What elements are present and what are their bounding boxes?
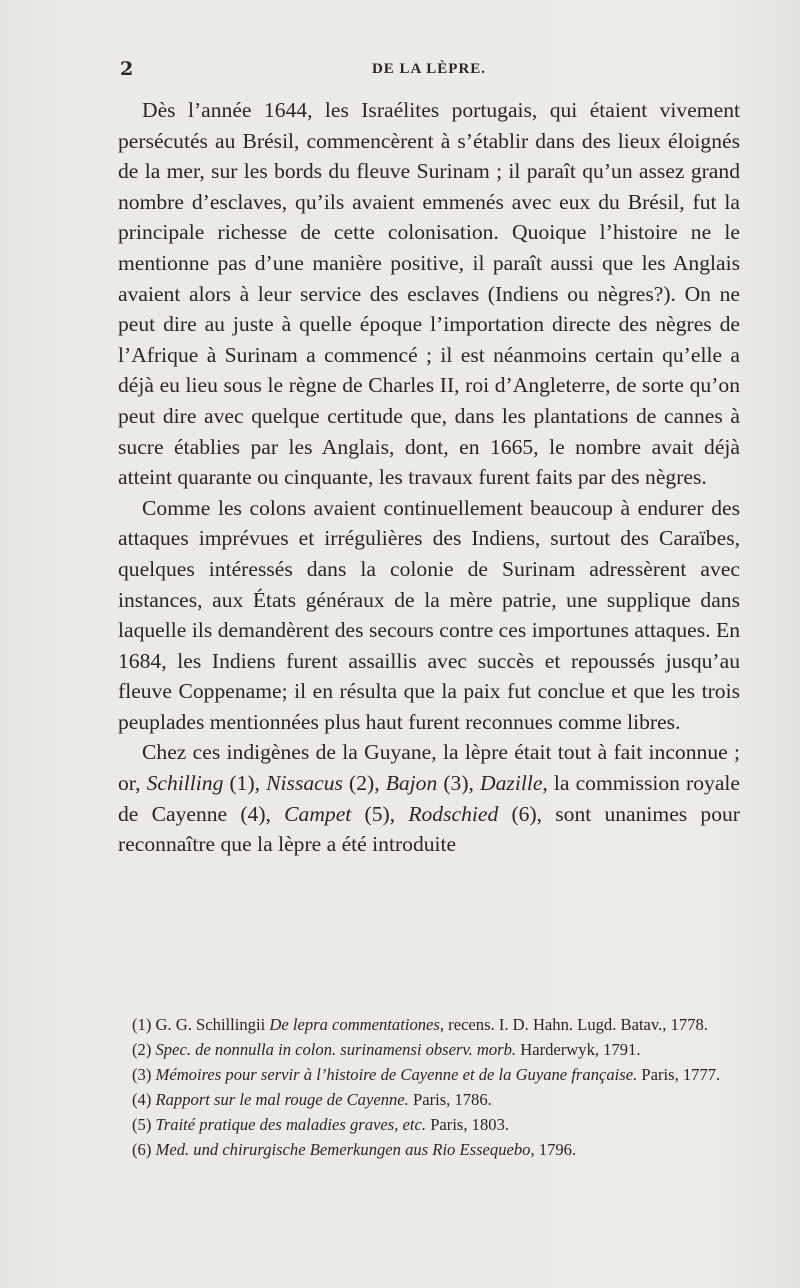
footnotes bbox=[118, 1012, 740, 1162]
paragraph-2: Comme les colons avaient continuellement beaucoup à endurer des attaques imprévues et irrégulières des Indiens, surtout des Caraïbes, quelques intéressés dans la colonie de Surinam adressèrent avec instances, aux États généraux de la mère patrie, une supplique dans laquelle ils demandèrent des secours contre ces importunes attaques. En 1684, les Indiens furent assaillis avec succès et repoussés jusqu’au fleuve Coppename; il en résulta que la paix fut conclue et que les trois peuplades mentionnées plus haut furent reconnues comme libres. bbox=[118, 495, 740, 734]
footnote-1-title: De lepra commentationes bbox=[269, 1015, 440, 1034]
author-nissacus: Nissacus bbox=[266, 771, 343, 796]
footnote-5-rest: Paris, 1803. bbox=[426, 1115, 510, 1134]
footnote-2-rest: Harderwyk, 1791. bbox=[516, 1040, 641, 1059]
paragraph-3-text-e: , la commission royale de Cayenne (4), bbox=[118, 771, 740, 826]
author-dazille: Dazille bbox=[480, 771, 543, 796]
footnote-1-rest: , recens. I. D. Hahn. Lugd. Batav., 1778. bbox=[439, 1015, 708, 1034]
footnote-6 bbox=[118, 1137, 740, 1162]
paragraph-3-text-b: (1), bbox=[223, 771, 267, 796]
footnote-4-prefix: (4) bbox=[132, 1090, 156, 1109]
paragraph-3-text-f: (5), bbox=[351, 801, 409, 826]
paragraph-3-text-g: (6), sont unanimes pour reconnaître que la lèpre a été introduite bbox=[118, 801, 741, 857]
body-text bbox=[118, 95, 740, 860]
footnote-6-prefix: (6) bbox=[132, 1140, 156, 1159]
footnote-2 bbox=[118, 1037, 740, 1062]
footnote-5-prefix: (5) bbox=[132, 1115, 156, 1134]
footnote-4-rest: Paris, 1786. bbox=[408, 1090, 492, 1109]
author-campet: Campet bbox=[284, 801, 352, 826]
footnote-6-title: Med. und chirurgische Bemerkungen aus Rio Essequebo bbox=[155, 1140, 531, 1159]
running-title: DE LA LÈPRE. bbox=[371, 61, 487, 77]
footnote-2-prefix: (2) bbox=[132, 1040, 156, 1059]
footnote-5-title: Traité pratique des maladies graves, etc. bbox=[155, 1115, 427, 1134]
footnote-1-prefix: (1) G. G. Schillingii bbox=[132, 1015, 270, 1034]
paragraph-1: Dès l’année 1644, les Israélites portugais, qui étaient vivement persécutés au Brésil, commencèrent à s’établir dans des lieux éloignés de la mer, sur les bords du fleuve Surinam ; il paraît qu’un assez grand nombre d’esclaves, qu’ils avaient emmenés avec eux du Brésil, fut la principale richesse de cette colonisation. Quoique l’histoire ne le mentionne pas d’une manière positive, il paraît aussi que les Anglais avaient alors à leur service des esclaves (Indiens ou nègres?). On ne peut dire au juste à quelle époque l’importation directe des nègres de l’Afrique à Surinam a commencé ; il est néanmoins certain qu’elle a déjà eu lieu sous le règne de Charles II, roi d’Angleterre, de sorte qu’on peut dire avec quelque certitude que, dans les plantations de cannes à sucre établies par les Anglais, dont, en 1665, le nombre avait déjà atteint quarante ou cinquante, les travaux furent faits par des nègres. bbox=[118, 98, 740, 490]
running-head bbox=[118, 58, 740, 88]
author-bajon: Bajon bbox=[385, 771, 438, 796]
footnote-6-rest: , 1796. bbox=[530, 1140, 577, 1159]
author-rodschied: Rodschied bbox=[408, 801, 499, 826]
footnote-5 bbox=[118, 1112, 740, 1137]
page-number: 2 bbox=[120, 58, 134, 80]
author-schilling: Schilling bbox=[146, 771, 224, 796]
footnote-4 bbox=[118, 1087, 740, 1112]
paragraph-3-text-a: Chez ces indigènes de la Guyane, la lèpre était tout à fait inconnue ; or, bbox=[118, 740, 740, 796]
footnote-2-title: Spec. de nonnulla in colon. surinamensi observ. morb. bbox=[155, 1040, 517, 1059]
footnote-3 bbox=[118, 1062, 740, 1087]
footnote-4-title: Rapport sur le mal rouge de Cayenne. bbox=[155, 1090, 409, 1109]
paragraph-3-text-c: (2), bbox=[342, 771, 386, 796]
footnote-3-prefix: (3) bbox=[132, 1065, 156, 1084]
paragraph-3 bbox=[118, 737, 740, 859]
footnote-3-title: Mémoires pour servir à l’histoire de Cayenne et de la Guyane française. bbox=[155, 1065, 638, 1084]
footnote-3-rest: Paris, 1777. bbox=[637, 1065, 721, 1084]
footnote-1 bbox=[118, 1012, 740, 1037]
paragraph-3-text-d: (3), bbox=[437, 771, 481, 796]
